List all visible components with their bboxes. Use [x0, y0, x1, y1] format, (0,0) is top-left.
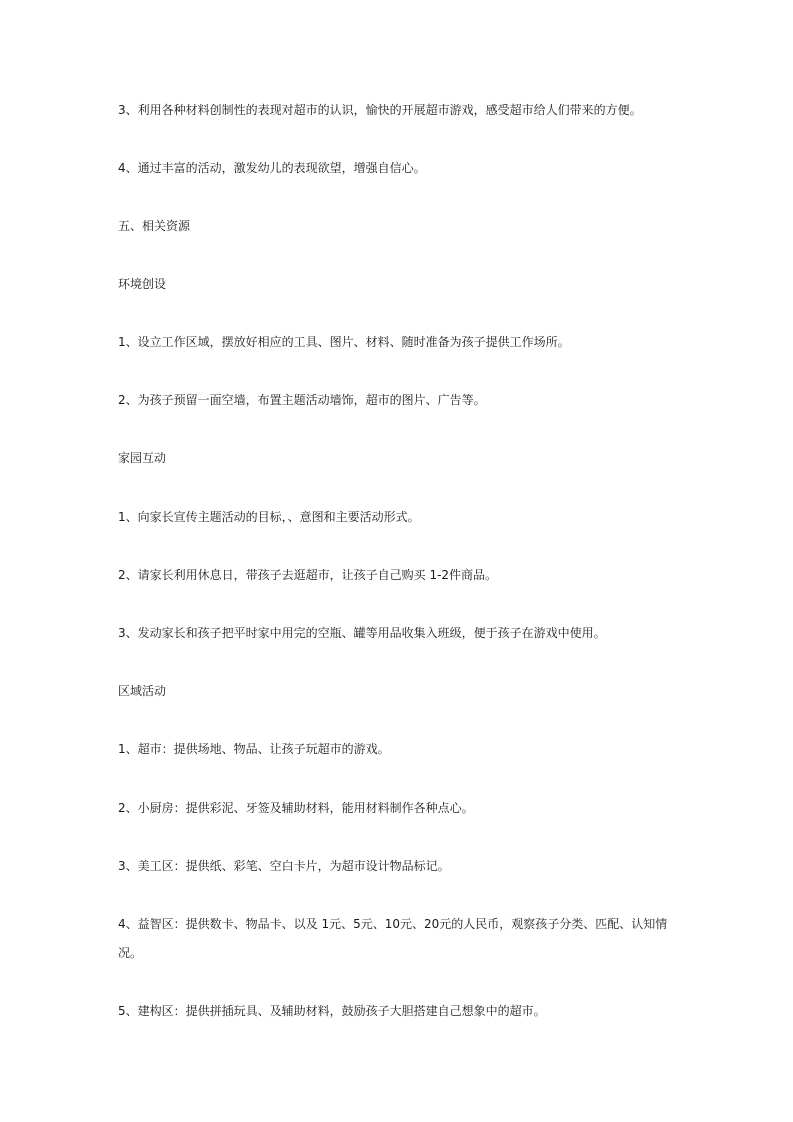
home-school-item-1: 1、向家长宣传主题活动的目标，、意图和主要活动形式。	[118, 510, 420, 524]
goal-4: 4、通过丰富的活动，激发幼儿的表现欲望，增强自信心。	[118, 161, 426, 175]
subheading-area-activities: 区域活动	[118, 684, 167, 698]
home-school-item-2: 2、请家长利用休息日，带孩子去逛超市，让孩子自己购买 1-2件商品。	[118, 568, 498, 582]
environment-item-1: 1、设立工作区域，摆放好相应的工具、图片、材料、随时准备为孩子提供工作场所。	[118, 335, 570, 349]
area-item-4: 4、益智区：提供数卡、物品卡、以及 1元、5元、10元、20元的人民币，观察孩子分类、匹配、认知情况。	[118, 917, 668, 960]
area-item-1: 1、超市：提供场地、物品、让孩子玩超市的游戏。	[118, 742, 390, 756]
environment-item-2: 2、为孩子预留一面空墙，布置主题活动墙饰，超市的图片、广告等。	[118, 393, 486, 407]
goal-3: 3、利用各种材料创制性的表现对超市的认识，愉快的开展超市游戏，感受超市给人们带来的方便。	[118, 103, 642, 117]
home-school-item-3: 3、发动家长和孩子把平时家中用完的空瓶、罐等用品收集入班级，便于孩子在游戏中使用。	[118, 626, 606, 640]
subheading-home-school: 家园互动	[118, 451, 167, 465]
area-item-5: 5、建构区：提供拼插玩具、及辅助材料，鼓励孩子大胆搭建自己想象中的超市。	[118, 1004, 546, 1018]
area-item-3: 3、美工区：提供纸、彩笔、空白卡片，为超市设计物品标记。	[118, 859, 450, 873]
section-heading-resources: 五、相关资源	[118, 219, 191, 233]
area-item-2: 2、小厨房：提供彩泥、牙签及辅助材料，能用材料制作各种点心。	[118, 801, 474, 815]
subheading-environment: 环境创设	[118, 277, 167, 291]
